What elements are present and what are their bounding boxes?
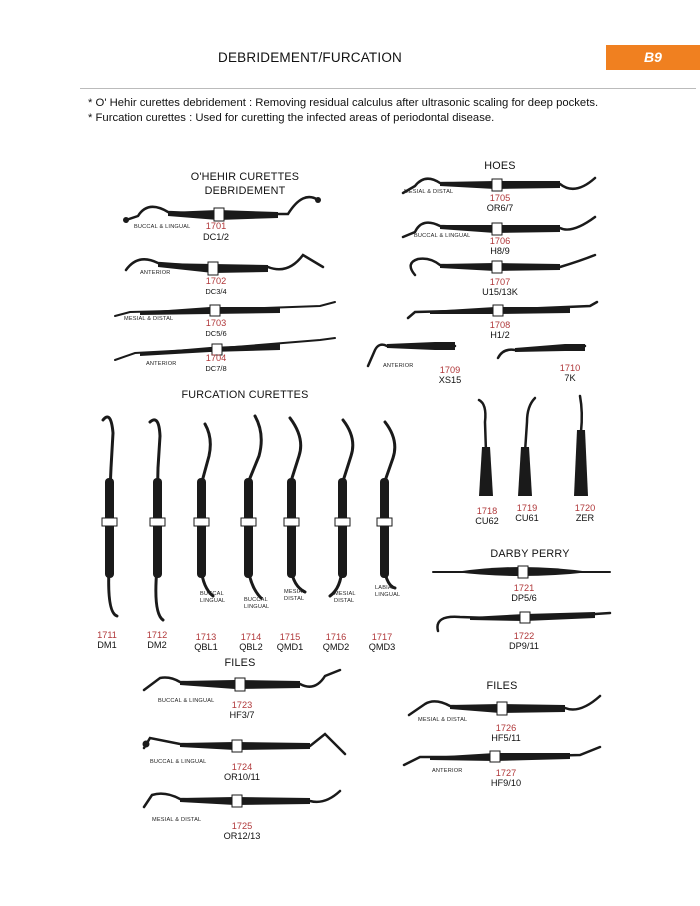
instrument-1712-code: 1712 (146, 630, 168, 640)
instrument-1713-code: 1713 (195, 632, 217, 642)
instrument-1707-model: U15/13K (482, 287, 518, 297)
page-title: DEBRIDEMENT/FURCATION (218, 50, 402, 65)
instrument-1710-image (495, 340, 590, 362)
section-title-ohehir: O'HEHIR CURETTES DEBRIDEMENT (190, 171, 300, 197)
instrument-1702-label: ANTERIOR (140, 270, 171, 276)
instrument-1727-image (400, 745, 605, 770)
instrument-1724-model: OR10/11 (223, 772, 261, 782)
instrument-1716-code: 1716 (325, 632, 347, 642)
instrument-1717-label: LABIAL LINGUAL (375, 585, 401, 598)
instrument-1710-model: 7K (564, 373, 576, 383)
instrument-1714-code: 1714 (240, 632, 262, 642)
instrument-1721-image (430, 562, 615, 582)
instrument-1705-code: 1705 (489, 193, 511, 203)
instrument-1723-label: BUCCAL & LINGUAL (158, 698, 215, 704)
instrument-1716-label: MESIAL DISTAL (334, 591, 356, 604)
instrument-1715-label: MESIAL DISTAL (284, 589, 306, 602)
instrument-1710-code: 1710 (559, 363, 581, 373)
section-title-hoes: HOES (484, 160, 516, 172)
instrument-1706-label: BUCCAL & LINGUAL (414, 233, 471, 239)
instrument-1723-model: HF3/7 (229, 710, 255, 720)
instrument-1707-code: 1707 (489, 277, 511, 287)
instrument-1719-code: 1719 (516, 503, 538, 513)
instrument-1719-model: CU61 (515, 513, 539, 523)
instrument-1712-model: DM2 (147, 640, 167, 650)
instrument-1726-label: MESIAL & DISTAL (418, 717, 468, 723)
instrument-1725-image (140, 785, 350, 820)
instrument-1704-model: DC7/8 (205, 364, 227, 373)
section-title-darby-perry: DARBY PERRY (490, 548, 570, 560)
section-title-furcation: FURCATION CURETTES (181, 389, 309, 401)
instrument-1725-model: OR12/13 (223, 831, 261, 841)
instrument-1721-code: 1721 (513, 583, 535, 593)
instrument-1727-model: HF9/10 (490, 778, 522, 788)
instrument-1724-label: BUCCAL & LINGUAL (150, 759, 207, 765)
instrument-1727-label: ANTERIOR (432, 768, 463, 774)
instrument-1706-code: 1706 (489, 236, 511, 246)
instrument-1720-model: ZER (575, 513, 595, 523)
instrument-1717-model: QMD3 (368, 642, 396, 652)
instrument-1704-label: ANTERIOR (146, 361, 177, 367)
instrument-1703-code: 1703 (205, 318, 227, 328)
instrument-1701-code: 1701 (205, 221, 227, 231)
instrument-1727-code: 1727 (495, 768, 517, 778)
instruments-1718-1720-image (465, 392, 595, 502)
instrument-1717-code: 1717 (371, 632, 393, 642)
instrument-1703-label: MESIAL & DISTAL (124, 316, 174, 322)
instrument-1726-model: HF5/11 (491, 733, 521, 743)
instrument-1705-label: MESIAL & DISTAL (404, 189, 454, 195)
instrument-1714-model: QBL2 (239, 642, 263, 652)
header-divider (80, 88, 696, 89)
section-title-files-left: FILES (224, 657, 256, 669)
instrument-1702-model: DC3/4 (205, 287, 227, 296)
instrument-1711-code: 1711 (97, 630, 117, 640)
instrument-1714-label: BUCCAL LINGUAL (244, 597, 270, 610)
instrument-1724-code: 1724 (231, 762, 253, 772)
intro-line-furcation: * Furcation curettes : Used for curetting the infected areas of periodontal disease. (88, 112, 495, 124)
instrument-1706-model: H8/9 (490, 246, 510, 256)
instrument-1709-code: 1709 (439, 365, 461, 375)
instrument-1711-model: DM1 (97, 640, 117, 650)
instrument-1709-label: ANTERIOR (383, 363, 414, 369)
instrument-1702-code: 1702 (205, 276, 227, 286)
instrument-1718-model: CU62 (475, 516, 499, 526)
instrument-1720-code: 1720 (574, 503, 596, 513)
instrument-1705-model: OR6/7 (486, 203, 514, 213)
instrument-1715-code: 1715 (279, 632, 301, 642)
instrument-1709-model: XS15 (438, 375, 462, 385)
instrument-1715-model: QMD1 (276, 642, 304, 652)
instrument-1708-model: H1/2 (490, 330, 510, 340)
instrument-1722-model: DP9/11 (509, 641, 539, 651)
instrument-1718-code: 1718 (476, 506, 498, 516)
instrument-1704-code: 1704 (205, 353, 227, 363)
instrument-1701-label: BUCCAL & LINGUAL (134, 224, 191, 230)
instrument-1713-label: BUCCAL LINGUAL (200, 591, 226, 604)
instrument-1726-code: 1726 (495, 723, 517, 733)
instrument-1722-code: 1722 (513, 631, 535, 641)
section-title-files-right: FILES (486, 680, 518, 692)
instrument-1708-code: 1708 (489, 320, 511, 330)
instrument-1703-model: DC5/6 (205, 329, 227, 338)
page-number-badge: B9 (606, 45, 700, 70)
instrument-1713-model: QBL1 (194, 642, 218, 652)
instrument-1723-code: 1723 (231, 700, 253, 710)
instrument-1721-model: DP5/6 (511, 593, 537, 603)
instrument-1716-model: QMD2 (322, 642, 350, 652)
intro-line-ohehir: * O' Hehir curettes debridement : Removing residual calculus after ultrasonic scaling for deep pockets. (88, 97, 599, 109)
instrument-1701-model: DC1/2 (202, 232, 230, 242)
instrument-1725-label: MESIAL & DISTAL (152, 817, 202, 823)
instrument-1725-code: 1725 (231, 821, 253, 831)
